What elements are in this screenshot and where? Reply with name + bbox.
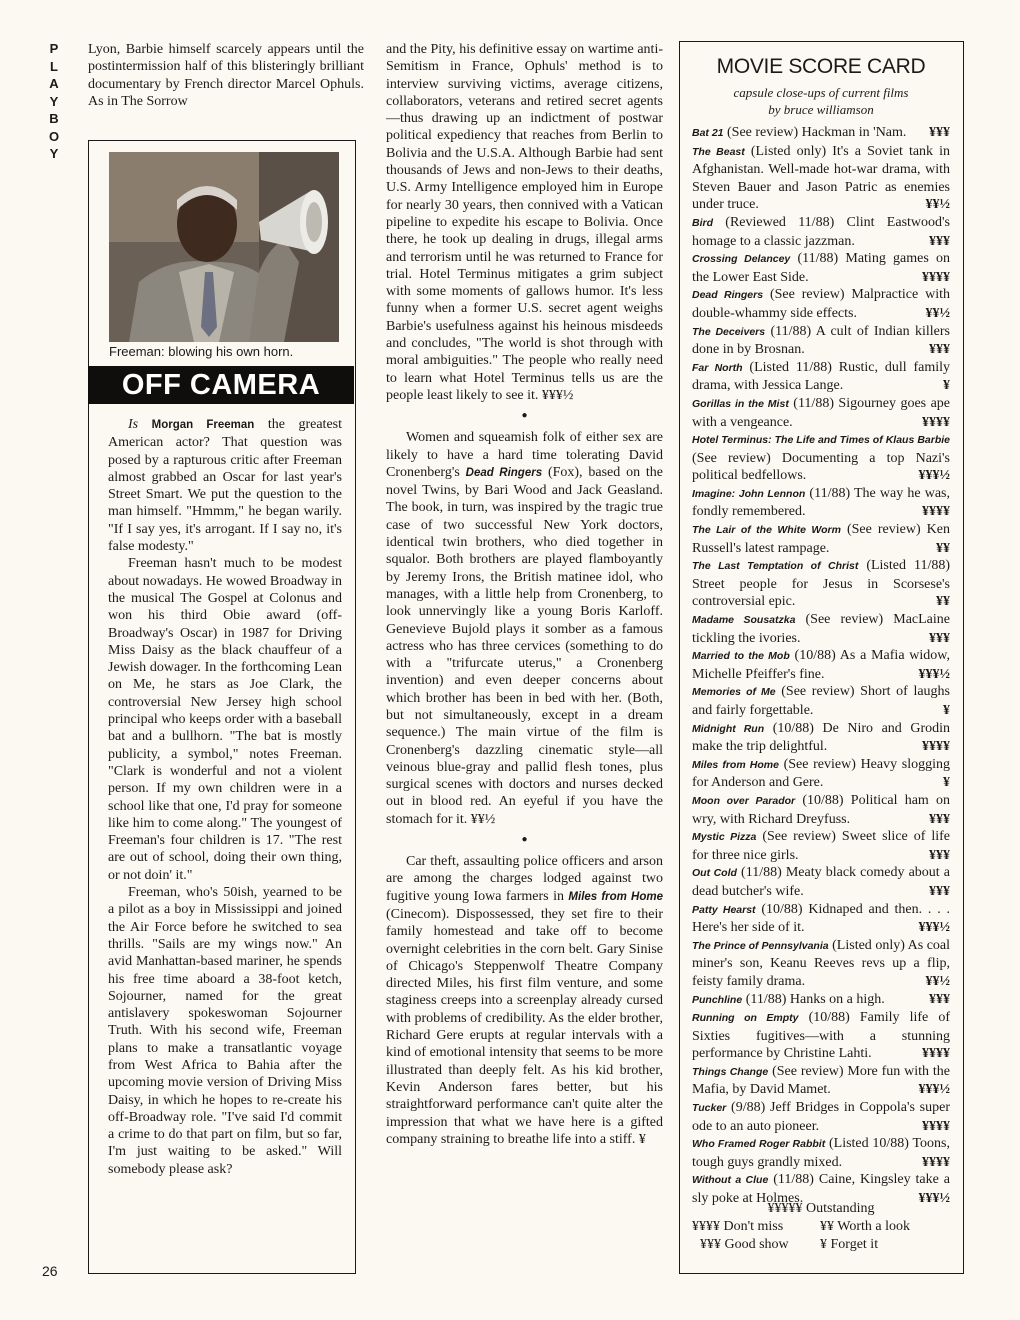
score-card-entry — [692, 124, 950, 143]
review-paragraph: and the Pity, his definitive essay on wartime anti-Semitism in France, Ophuls' method is to interview surviving victims, average citizens, collaborators, veterans and retired secret agents—thus drawing up an indictment of postwar political expediency that reaches from Berlin to Bolivia and the U.S.A. Although Barbie had sent thousands of Jews and non-Jews to their deaths, U.S. Army Intelligence employed him in Europe for nearly 30 years, then connived with a Vatican pipeline to expedite his escape to Bolivia. Once there, he took up dealing in drugs, illegal arms and terrorism until he was returned to France for trial. Hotel Terminus mitigates a grim subject with some moments of gallows humor. It's less funny when a former U.S. secret agent weighs Barbie's usefulness against his heinous misdeeds and concludes, "The world is shot through with moral ambiguities." The people who really need to learn what Hotel Terminus tells us are the people least likely to see it. ¥¥¥½ — [386, 42, 663, 403]
masthead-letter: B — [49, 111, 59, 126]
entry-film-title: Dead Ringers — [692, 289, 764, 302]
entry-description: (See review) Sweet slice of life for three nice girls. — [692, 829, 951, 863]
masthead — [40, 40, 68, 163]
off-camera-paragraph — [108, 416, 342, 555]
review-film-title: Dead Ringers — [465, 466, 543, 479]
entry-film-title: Married to the Mob — [692, 650, 790, 663]
entry-film-title: Who Framed Roger Rabbit — [692, 1138, 826, 1151]
score-card-title: MOVIE SCORE CARD — [716, 55, 926, 78]
off-camera-paragraph: Freeman hasn't much to be modest about nowadays. He wowed Broadway in the musical The Gospel at Colonus and won his third Obie award (off-Broadway's Oscar) in 1987 for Driving Miss Daisy as the black chauffeur of a Jewish dowager. In the forthcoming Lean on Me, he stars as Joe Clark, the controversial New Jersey high school principal who keeps order with a baseball bat and a bullhorn. "The bat is mostly publicity, a symbol," notes Freeman. "Clark is wonderful and not a violent person. If my own children were in a school like that one, I'd pray for someone like him to come along." The youngest of Freeman's four children is 17. "The rest are out of school, doing their own thing, or not doin' it." — [108, 556, 342, 883]
photo-illustration — [109, 152, 339, 342]
entry-description: (10/88) Kidnaped and then. . . . Here's her side of it. — [692, 901, 950, 936]
masthead-letter: Y — [49, 146, 59, 161]
entry-description: (See review) MacLaine tickling the ivories. — [692, 612, 950, 646]
entry-description: (See review) Malpractice with double-whammy side effects. — [692, 287, 950, 321]
entry-film-title: Mystic Pizza — [692, 831, 757, 844]
score-card-entry — [692, 359, 950, 395]
score-card-entry — [692, 323, 950, 359]
review-paragraph — [386, 429, 663, 828]
score-card-entry — [692, 214, 950, 250]
entry-rating: ¥¥¥ — [929, 630, 950, 646]
entry-description: (11/88) A cult of Indian killers done in by Brosnan. — [692, 323, 950, 358]
score-card-list — [692, 124, 950, 1208]
score-card-entry — [692, 683, 950, 719]
entry-rating: ¥¥¥½ — [918, 920, 950, 936]
photo-caption: Freeman: blowing his own horn. — [109, 344, 294, 359]
entry-description: (See review) Short of laughs and fairly forgettable. — [692, 684, 950, 718]
entry-rating: ¥¥¥¥ — [922, 504, 950, 520]
review-film-title: Miles from Home — [568, 890, 663, 903]
masthead-letter: A — [49, 76, 59, 91]
intro-paragraph — [88, 41, 364, 110]
entry-film-title: Miles from Home — [692, 758, 779, 771]
score-card-entry — [692, 250, 950, 286]
off-camera-paragraph: Freeman, who's 50ish, yearned to be a pilot as a boy in Mississippi and joined the Air Force before he switched to sea thrills. "Sails are my wings now." An avid Manhattan-based mariner, he spends his free time aboard a 38-foot ketch, Sojourner, named for the great antislavery spokeswoman Sojourner Truth. With his second wife, Freeman plans to make a transatlantic voyage from West Africa to Bahia after the upcoming movie version of Driving Miss Daisy, in which he hopes to re-create his off-Broadway role. "I've said I'd commit a crime to do that part on film, but so far, I'm just waiting to be asked." Will somebody please ask? — [108, 885, 342, 1177]
score-card-entry — [692, 937, 950, 991]
score-card-entry — [692, 792, 950, 828]
entry-description: (11/88) Sigourney goes ape with a vengeance. — [692, 395, 950, 430]
legend-forget-it: ¥ Forget it — [820, 1237, 879, 1252]
entry-rating: ¥¥¥½ — [918, 1082, 950, 1098]
entry-rating: ¥¥¥¥ — [922, 1046, 950, 1062]
entry-film-title: The Beast — [692, 145, 745, 158]
masthead-letter: P — [49, 41, 59, 56]
score-card-entry — [692, 1135, 950, 1171]
score-card-byline: by bruce williamson — [768, 102, 874, 117]
entry-description: (See review) Hackman in 'Nam. — [727, 125, 907, 140]
entry-description: (11/88) Caine, Kingsley take a sly poke at Holmes. — [692, 1172, 951, 1207]
review-column — [386, 41, 663, 1148]
score-card-subtitle: capsule close-ups of current films — [733, 85, 909, 100]
rating-legend — [692, 1200, 950, 1254]
score-card-entry — [692, 991, 950, 1010]
review-text: (Fox), based on the novel Twins, by Bari Wood and Jack Geasland. The book, in turn, was inspired by the tragic true case of two successful New York doctors, identical twin brothers, who died together in squalor. Both brothers are played flamboyantly by Jeremy Irons, the British matinee idol, who manages, with a little help from Cronenberg, to look unnervingly like a young Boris Karloff. Genevieve Bujold plays it somber as a famous actress who has three cervices (something to do with a "trifurcate uterus," a Cronenberg invention) and even deeper concerns about which brother has been in bed with her. (Both, but not simultaneously, except in a dream sequence.) The main virtue of the film is Cronenberg's dazzling cinematic style—all veinous blue-gray and pallid flesh tones, plus surgical scenes with doctors and nurses decked out in blood red. An eyeful if you have the stomach for it. ¥¥½ — [386, 464, 664, 827]
entry-description: (10/88) Political ham on wry, with Richard Dreyfuss. — [692, 792, 951, 827]
entry-film-title: Crossing Delancey — [692, 253, 791, 266]
entry-film-title: Madame Sousatzka — [692, 614, 796, 627]
entry-rating: ¥¥¥ — [929, 811, 950, 827]
entry-rating: ¥ — [943, 775, 950, 791]
entry-rating: ¥¥¥ — [929, 991, 950, 1007]
entry-rating: ¥¥¥¥ — [922, 1154, 950, 1170]
masthead-letter: O — [48, 128, 60, 144]
entry-film-title: Running on Empty — [692, 1012, 799, 1025]
entry-description: (See review) Ken Russell's latest rampage. — [692, 522, 950, 556]
score-card-entry — [692, 864, 950, 900]
score-card-entry — [692, 521, 950, 557]
entry-film-title: The Last Temptation of Christ — [692, 560, 859, 573]
score-card-entry — [692, 485, 950, 521]
entry-film-title: Patty Hearst — [692, 903, 756, 916]
page-number: 26 — [42, 1263, 58, 1279]
score-card-entry — [692, 395, 950, 431]
entry-film-title: Imagine: John Lennon — [692, 487, 806, 500]
entry-description: (See review) Heavy slogging for Anderson and Gere. — [692, 756, 950, 791]
masthead-letter: L — [50, 58, 58, 74]
entry-description: (11/88) The way he was, fondly remembered. — [692, 485, 950, 520]
entry-rating: ¥¥¥¥ — [922, 1118, 950, 1134]
entry-film-title: Far North — [692, 361, 743, 374]
entry-description: (Listed only) It's a Soviet tank in Afghanistan. Well-made hot-war drama, with Steven Bauer and Jason Patric as enemies under truce. — [692, 143, 951, 213]
off-camera-text: the greatest American actor? That question was posed by a rapturous critic after Freeman almost grabbed an Oscar for last year's Street Smart. We put the question to the man himself. "Hmmm," he began warily. "If I say yes, it's arrogant. If I say no, it's false modesty." — [108, 417, 342, 555]
score-card-entry — [692, 611, 950, 647]
score-card-entry — [692, 720, 950, 756]
entry-description: (10/88) As a Mafia widow, Michelle Pfeiffer's fine. — [692, 648, 951, 682]
legend-good-show: ¥¥¥ Good show — [700, 1237, 789, 1252]
review-paragraph — [386, 853, 663, 1148]
score-card-entry — [692, 1009, 950, 1063]
entry-film-title: The Deceivers — [692, 325, 766, 338]
entry-description: (11/88) Mating games on the Lower East Side. — [692, 251, 950, 285]
entry-rating: ¥ — [943, 703, 950, 718]
score-card-entry — [692, 901, 950, 937]
entry-description: (Listed 11/88) Rustic, dull family drama, with Jessica Lange. — [692, 359, 950, 394]
score-card-entry — [692, 828, 950, 864]
score-card-entry — [692, 1063, 950, 1099]
entry-description: (Listed 10/88) Toons, tough guys grandly mixed. — [692, 1136, 950, 1170]
legend-dont-miss: ¥¥¥¥ Don't miss — [692, 1219, 784, 1234]
off-camera-heading: OFF CAMERA — [88, 366, 354, 404]
score-card-entry — [692, 1099, 950, 1135]
score-card-entry — [692, 286, 950, 322]
entry-film-title: Tucker — [692, 1102, 727, 1115]
review-text: Women and squeamish folk of either sex are likely to have a hard time tolerating David Cronenberg's — [386, 430, 663, 480]
entry-description: (Listed only) As coal miner's son, Keanu Reeves revs up a flip, feisty family drama. — [692, 937, 951, 989]
review-text: Car theft, assaulting police officers and arson are among the charges lodged against two fugitive young Iowa farmers in — [386, 854, 663, 904]
entry-film-title: Hotel Terminus: The Life and Times of Klaus Barbie — [692, 434, 950, 447]
score-card-entry — [692, 557, 950, 611]
entry-rating: ¥¥¥¥ — [922, 414, 950, 430]
score-card-entry — [692, 647, 950, 683]
entry-film-title: Bat 21 — [692, 127, 724, 139]
entry-rating: ¥¥¥¥ — [922, 269, 950, 285]
entry-rating: ¥¥¥½ — [918, 1191, 950, 1207]
entry-film-title: Out Cold — [692, 867, 737, 880]
off-camera-lead-word: Is — [128, 417, 139, 432]
entry-rating: ¥¥ — [936, 540, 950, 556]
entry-description: (See review) Documenting a top Nazi's political bedfellows. — [692, 450, 950, 484]
entry-description: (10/88) Family life of Sixties fugitives—with a stunning performance by Christine Lahti. — [692, 1010, 950, 1062]
entry-rating: ¥ — [943, 378, 950, 394]
entry-rating: ¥¥¥ — [929, 883, 950, 899]
entry-description: (10/88) De Niro and Grodin make the trip delightful. — [692, 720, 951, 755]
entry-description: (11/88) Hanks on a high. — [745, 991, 885, 1007]
entry-film-title: Midnight Run — [692, 722, 765, 735]
entry-film-title: Gorillas in the Mist — [692, 397, 789, 410]
entry-film-title: The Prince of Pennsylvania — [692, 939, 829, 952]
off-camera-name: Morgan Freeman — [151, 419, 255, 431]
score-card-entry — [692, 756, 950, 792]
entry-film-title: Punchline — [692, 993, 743, 1006]
entry-rating: ¥¥¥ — [929, 342, 950, 358]
legend-worth-a-look: ¥¥ Worth a look — [820, 1219, 910, 1234]
bullet-separator: ● — [521, 410, 528, 422]
masthead-letter: Y — [49, 93, 59, 109]
entry-film-title: Moon over Parador — [692, 794, 796, 807]
entry-description: (Listed 11/88) Street people for Jesus in Scorsese's controversial epic. — [692, 558, 951, 610]
score-card-entry — [692, 143, 950, 214]
photo-freeman-megaphone — [109, 152, 339, 342]
entry-film-title: Without a Clue — [692, 1174, 769, 1187]
entry-description: (9/88) Jeff Bridges in Coppola's super ode to an auto pioneer. — [692, 1100, 951, 1134]
entry-rating: ¥¥¥ — [929, 233, 950, 249]
entry-film-title: The Lair of the White Worm — [692, 524, 841, 537]
entry-description: (See review) More fun with the Mafia, by David Mamet. — [692, 1063, 951, 1098]
entry-film-title: Memories of Me — [692, 686, 776, 699]
bullet-separator: ● — [521, 834, 528, 846]
intro-text: Lyon, Barbie himself scarcely appears until the postintermission half of this blisteringly brilliant documentary by French director Marcel Ophuls. As in The Sorrow — [88, 42, 364, 109]
entry-rating: ¥¥¥¥ — [922, 739, 950, 755]
entry-rating: ¥¥½ — [925, 197, 950, 213]
entry-rating: ¥¥ — [936, 594, 950, 610]
entry-rating: ¥¥¥ — [929, 847, 950, 863]
entry-rating: ¥¥¥ — [929, 125, 950, 140]
score-card-entry — [692, 431, 950, 485]
off-camera-body — [108, 416, 342, 1178]
entry-rating: ¥¥¥½ — [918, 666, 950, 682]
entry-film-title: Things Change — [692, 1065, 769, 1078]
legend-outstanding: ¥¥¥¥¥ Outstanding — [767, 1201, 875, 1216]
entry-film-title: Bird — [692, 216, 713, 229]
entry-description: (Reviewed 11/88) Clint Eastwood's homage to a classic jazzman. — [692, 214, 950, 249]
entry-rating: ¥¥½ — [925, 973, 950, 989]
entry-rating: ¥¥½ — [925, 305, 950, 321]
entry-description: (11/88) Meaty black comedy about a dead butcher's wife. — [692, 865, 950, 899]
entry-rating: ¥¥¥½ — [918, 468, 950, 484]
review-text: (Cinecom). Dispossessed, they set fire to their family homestead and take off to become overnight celebrities in the corn belt. Gary Sinise of Chicago's Steppenwolf Theatre Company directed Miles, his first film venture, and some staginess creeps into a screenplay already cursed with problems of credibility. As the elder brother, Richard Gere erupts at regular intervals with a kind of emotional intensity that seems to be more illustrated than deeply felt. As his kid brother, Kevin Anderson fares better, but his straightforward performance can't quite alter the impression that what we have here is a gifted company straining to breathe life into a stiff. ¥ — [386, 906, 663, 1147]
